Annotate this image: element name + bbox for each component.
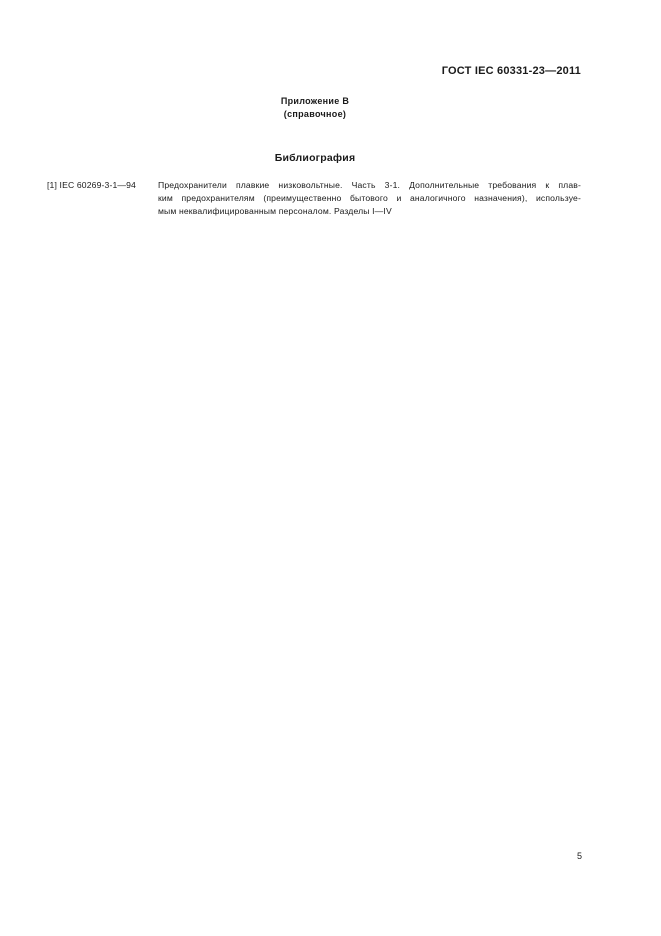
bibliography-entry-reference: [1] IEC 60269-3-1—94 [47,180,136,190]
bibliography-entry-text [158,179,581,218]
bibliography-title: Библиография [274,152,356,164]
annex-title: Приложение В [280,96,350,106]
bibliography-entry-line: ким предохранителям (преимущественно бытового и аналогичного назначения), используе- [158,193,581,203]
bibliography-entry-line: мым неквалифицированным персоналом. Разделы I—IV [158,206,392,216]
bibliography-entry [47,179,581,218]
annex-status: (справочное) [283,109,347,119]
standard-code: ГОСТ IEC 60331-23—2011 [441,65,581,77]
bibliography-entry-line: Предохранители плавкие низковольтные. Часть 3-1. Дополнительные требования к плав- [158,180,581,190]
page-number: 5 [576,851,582,861]
annex-heading [0,95,630,121]
